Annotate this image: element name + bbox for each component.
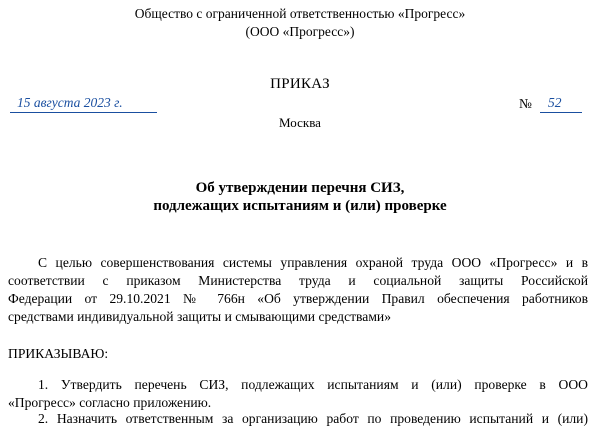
intro-line: соответствии с приказом Министерства труда и социальной защиты Российской [8, 273, 588, 288]
order-item-line: «Прогресс» согласно приложению. [8, 395, 212, 410]
order-item-2 [8, 410, 588, 428]
order-item-line: 2. Назначить ответственным за организацию работ по проведению испытаний и (или) [38, 411, 588, 426]
intro-line: Федерации от 29.10.2021 № 766н «Об утверждении Правил обеспечения работников [8, 291, 588, 306]
document-type: ПРИКАЗ [270, 76, 330, 92]
order-item-1 [8, 376, 588, 412]
document-city: Москва [279, 115, 321, 130]
document-title-line-2: подлежащих испытаниям и (или) проверке [153, 198, 447, 214]
organization-short-name: (ООО «Прогресс») [245, 24, 355, 39]
number-sign: № [519, 96, 532, 111]
intro-line: средствами индивидуальной защиты и смывающими средствами» [8, 309, 392, 324]
organization-full-name: Общество с ограниченной ответственностью «Прогресс» [134, 6, 466, 21]
document-title-line-1: Об утверждении перечня СИЗ, [195, 180, 405, 196]
order-item-line: 1. Утвердить перечень СИЗ, подлежащих испытаниям и (или) проверке в ООО [38, 377, 588, 392]
intro-paragraph [8, 254, 588, 326]
document-date: 15 августа 2023 г. [17, 95, 123, 110]
document-number: 52 [548, 95, 562, 110]
order-word: ПРИКАЗЫВАЮ: [8, 346, 109, 361]
intro-line: С целью совершенствования системы управления охраной труда ООО «Прогресс» и в [38, 255, 588, 270]
